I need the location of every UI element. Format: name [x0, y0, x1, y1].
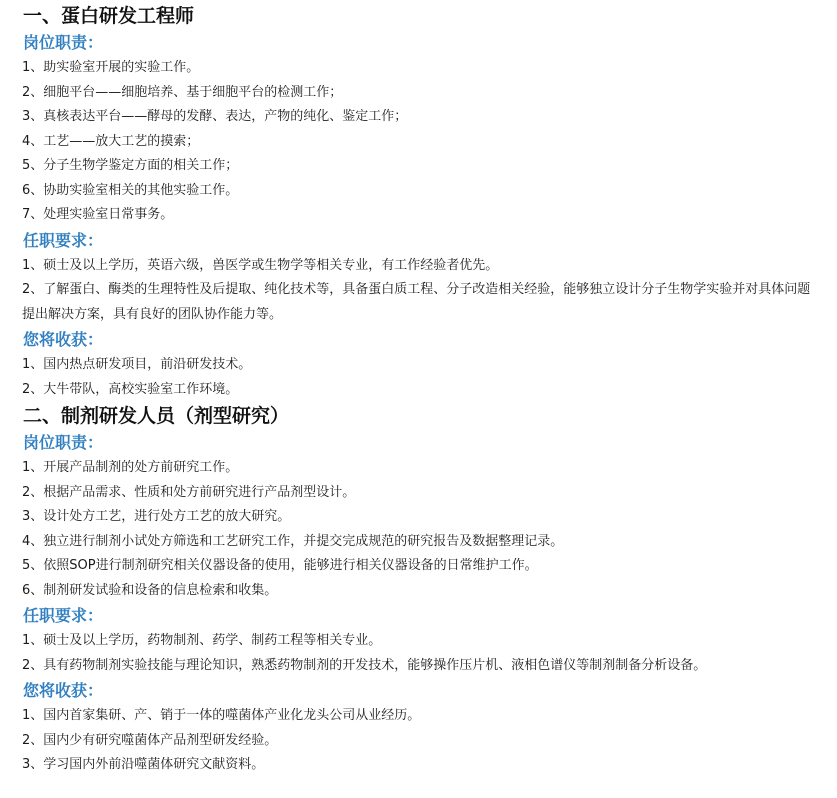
list-item: 1、硕士及以上学历，英语六级，兽医学或生物学等相关专业，有工作经验者优先。: [22, 257, 499, 273]
list-item: 2、国内少有研究噬菌体产品剂型研发经验。: [22, 732, 278, 748]
section-heading-benefits: 您将收获：: [23, 330, 104, 349]
list-item: 3、设计处方工艺，进行处方工艺的放大研究。: [22, 509, 291, 524]
list-item: 6、制剂研发试验和设备的信息检索和收集。: [22, 582, 278, 598]
list-item: 2、细胞平台——细胞培养、基于细胞平台的检测工作；: [22, 84, 343, 100]
list-item: 6、协助实验室相关的其他实验工作。: [22, 182, 239, 198]
section-heading-requirements: 任职要求：: [23, 230, 104, 250]
list-item: 1、国内热点研发项目，前沿研发技术。: [22, 357, 252, 372]
section-heading-benefits: 您将收获：: [23, 681, 104, 700]
list-item: 1、开展产品制剂的处方前研究工作。: [22, 460, 239, 475]
section-heading-duties: 岗位职责：: [23, 433, 104, 452]
job-title: 一、蛋白研发工程师: [23, 5, 195, 27]
list-item: 2、具有药物制剂实验技能与理论知识，熟悉药物制剂的开发技术，能够操作压片机、液相色谱仪等制剂制备分析设备。: [22, 657, 707, 673]
list-item: 2、了解蛋白、酶类的生理特性及后提取、纯化技术等，具备蛋白质工程、分子改造相关经验，能够独立设计分子生物学实验并对具体问题提出解决方案，具有良好的团队协作能力等。: [22, 282, 811, 322]
list-item: 1、国内首家集研、产、销于一体的噬菌体产业化龙头公司从业经历。: [22, 708, 421, 723]
list-item: 2、根据产品需求、性质和处方前研究进行产品剂型设计。: [22, 484, 356, 500]
list-item: 5、分子生物学鉴定方面的相关工作；: [22, 158, 239, 173]
list-item: 3、学习国内外前沿噬菌体研究文献资料。: [22, 757, 265, 772]
list-item: 4、独立进行制剂小试处方筛选和工艺研究工作，并提交完成规范的研究报告及数据整理记录。: [22, 533, 564, 549]
job-title: 二、制剂研发人员（剂型研究）: [23, 405, 290, 427]
section-heading-duties: 岗位职责：: [23, 33, 104, 52]
list-item: 3、真核表达平台——酵母的发酵、表达，产物的纯化、鉴定工作；: [22, 109, 408, 124]
list-item: 5、依照SOP进行制剂研究相关仪器设备的使用，能够进行相关仪器设备的日常维护工作。: [22, 558, 538, 573]
list-item: 1、助实验室开展的实验工作。: [22, 60, 200, 75]
list-item: 7、处理实验室日常事务。: [22, 207, 174, 222]
list-item: 4、工艺——放大工艺的摸索；: [22, 133, 200, 149]
job-posting-document: [0, 2, 837, 798]
section-heading-requirements: 任职要求：: [23, 606, 104, 625]
list-item: 2、大牛带队，高校实验室工作环境。: [22, 381, 239, 397]
list-item: 1、硕士及以上学历，药物制剂、药学、制药工程等相关专业。: [22, 633, 382, 648]
